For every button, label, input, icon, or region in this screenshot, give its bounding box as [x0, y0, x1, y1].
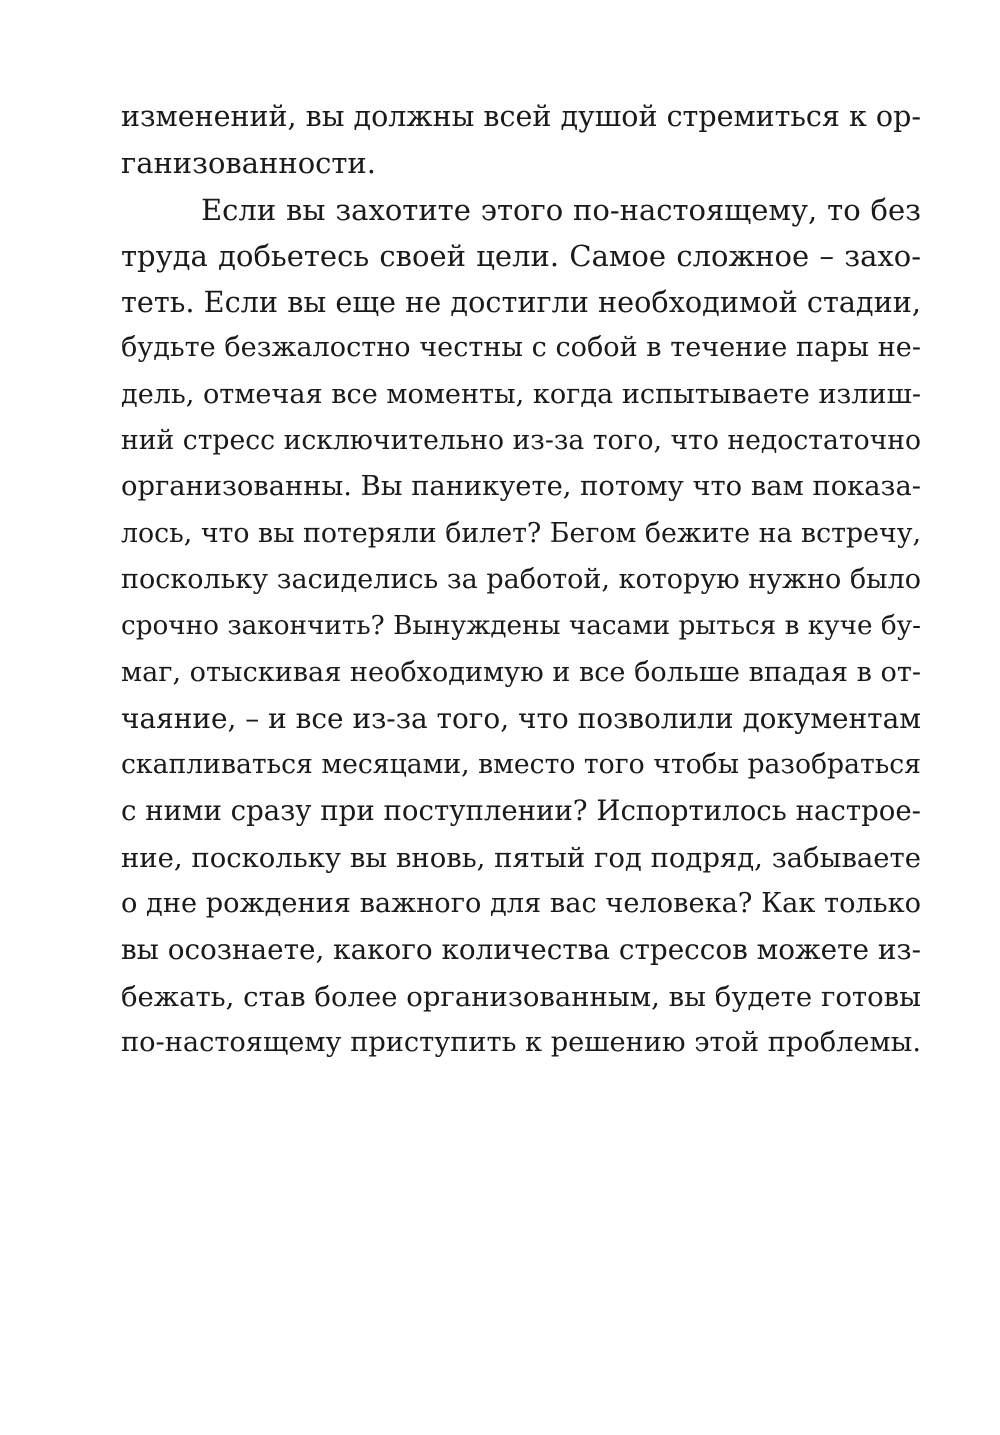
text-line: вы осознаете, какого количества стрессов можете из- [121, 933, 921, 967]
text-line: теть. Если вы еще не достигли необходимой стадии, [121, 285, 921, 320]
text-line: Если вы захотите этого по-настоящему, то без [201, 192, 921, 227]
text-line: будьте безжалостно честны с собой в течение пары не- [121, 332, 921, 364]
text-line: скапливаться месяцами, вместо того чтобы разобраться [121, 749, 921, 781]
text-line: маг, отыскивая необходимую и все больше впадая в от- [121, 656, 922, 688]
text-line: по-настоящему приступить к решению этой проблемы. [121, 1026, 921, 1058]
text-line: с ними сразу при поступлении? Испортилось настрое- [121, 794, 921, 828]
text-line: изменений, вы должны всей душой стремиться к ор- [121, 100, 921, 133]
text-line: поскольку засиделись за работой, которую нужно было [121, 563, 921, 595]
text-line: ний стресс исключительно из-за того, что недостаточно [121, 425, 921, 457]
text-line: срочно закончить? Вынуждены часами рыться в куче бу- [121, 611, 921, 642]
text-line: дель, отмечая все моменты, когда испытываете излиш- [121, 378, 921, 410]
text-line: ганизованности. [121, 146, 376, 181]
text-line: труда добьетесь своей цели. Самое сложное – захо- [121, 238, 921, 273]
text-line: бежать, став более организованным, вы будете готовы [121, 980, 921, 1013]
text-line: чаяние, – и все из-за того, что позволили документам [121, 701, 921, 735]
body-text [121, 94, 921, 1066]
text-line: лось, что вы потеряли билет? Бегом бежите на встречу, [121, 517, 921, 549]
text-line: ние, поскольку вы вновь, пятый год подряд, забываете [121, 841, 921, 874]
text-line: организованны. Вы паникуете, потому что вам показа- [121, 471, 921, 503]
text-line: о дне рождения важного для вас человека? Как только [121, 888, 921, 920]
